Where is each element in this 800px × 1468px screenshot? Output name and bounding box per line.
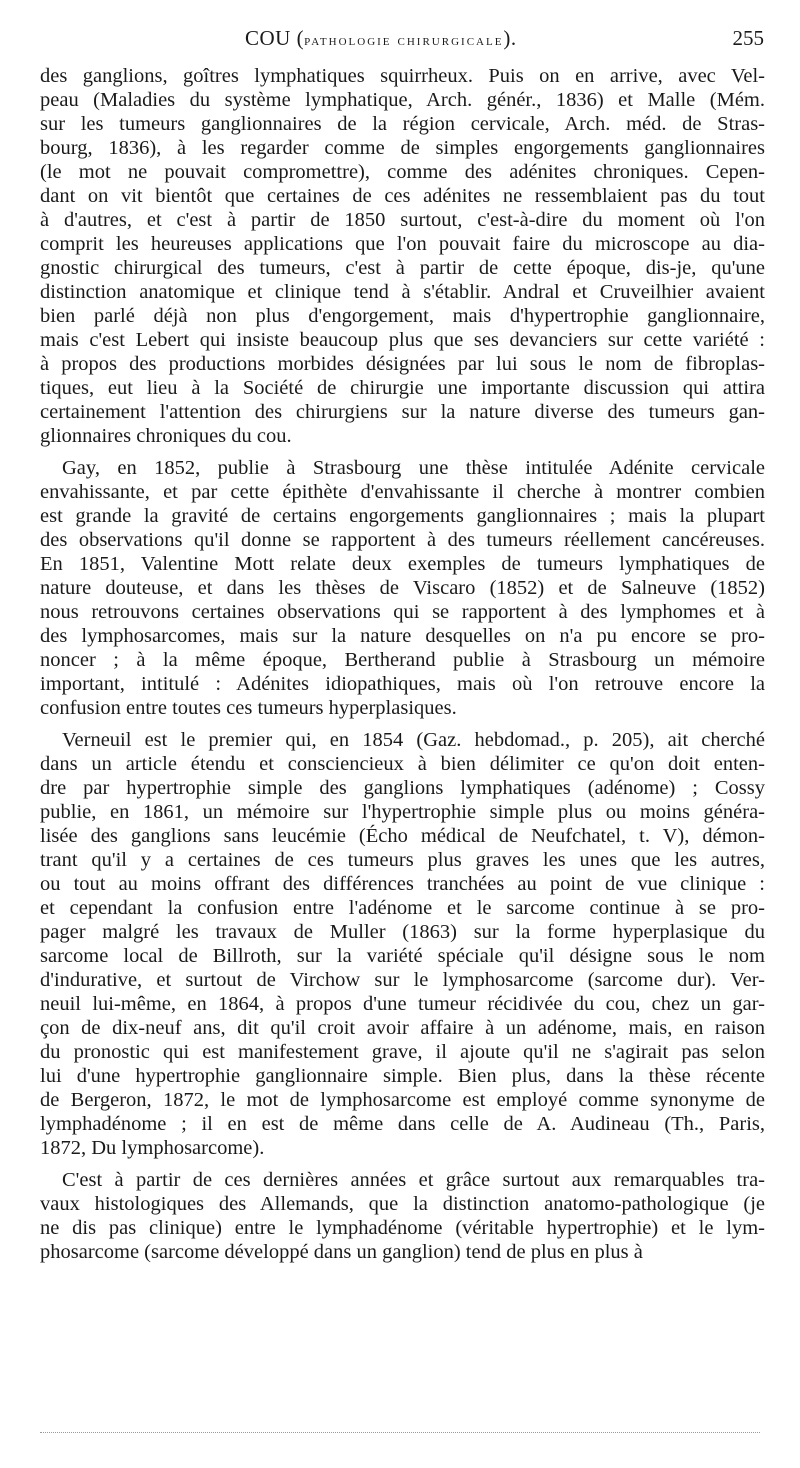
text-line: des ganglions, goîtres lymphatiques squirrheux. Puis on en arrive, avec Vel- [40,65,765,87]
text-line: distinction anatomique et clinique tend à s'établir. Andral et Cruveilhier avaient [40,281,765,303]
text-line: à propos des productions morbides désignées par lui sous le nom de fibroplas- [40,353,765,375]
paragraph [40,456,765,720]
text-line: de Bergeron, 1872, le mot de lymphosarcome est employé comme synonyme de [40,1089,765,1111]
text-line: trant qu'il y a certaines de ces tumeurs plus graves les unes que les autres, [40,849,765,871]
text-line: neuil lui-même, en 1864, à propos d'une tumeur récidivée du cou, chez un gar- [40,993,765,1015]
text-line: nous retrouvons certaines observations qui se rapportent à des lymphomes et à [40,601,765,623]
text-line: çon de dix-neuf ans, dit qu'il croit avoir affaire à un adénome, mais, en raison [40,1017,765,1039]
text-line: bourg, 1836), à les regarder comme de simples engorgements ganglionnaires [40,137,765,159]
paragraph [40,728,765,1160]
text-line: dre par hypertrophie simple des ganglions lymphatiques (adénome) ; Cossy [40,777,765,799]
running-head: COU (pathologie chirurgicale). [245,26,517,50]
text-line: est grande la gravité de certains engorgements ganglionnaires ; mais la plupart [40,505,765,527]
text-line: lisée des ganglions sans leucémie (Écho médical de Neufchatel, t. V), démon- [40,825,765,847]
text-line: publie, en 1861, un mémoire sur l'hypertrophie simple plus ou moins généra- [40,801,765,823]
text-line: phosarcome (sarcome développé dans un ganglion) tend de plus en plus à [40,1241,643,1263]
text-line: des lymphosarcomes, mais sur la nature desquelles on n'a pu encore se pro- [40,625,765,647]
text-line: certainement l'attention des chirurgiens sur la nature diverse des tumeurs gan- [40,401,765,423]
text-line: dans un article étendu et consciencieux à bien délimiter ce qu'on doit enten- [40,753,765,775]
text-line: confusion entre toutes ces tumeurs hyperplasiques. [40,697,457,719]
text-line: et cependant la confusion entre l'adénome et le sarcome continue à se pro- [40,897,765,919]
text-line: important, intitulé : Adénites idiopathiques, mais où l'on retrouve encore la [40,673,765,695]
text-line: noncer ; à la même époque, Bertherand publie à Strasbourg un mémoire [40,649,765,671]
text-line: envahissante, et par cette épithète d'envahissante il cherche à montrer combien [40,481,765,503]
text-line: dant on vit bientôt que certaines de ces adénites ne ressemblaient pas du tout [40,185,765,207]
text-line: tiques, eut lieu à la Société de chirurgie une importante discussion qui attira [40,377,765,399]
text-line: vaux histologiques des Allemands, que la distinction anatomo-pathologique (je [40,1193,765,1215]
text-line: Gay, en 1852, publie à Strasbourg une thèse intitulée Adénite cervicale [62,457,765,479]
text-line: comprit les heureuses applications que l'on pouvait faire du microscope au dia- [40,233,765,255]
text-line: ou tout au moins offrant des différences tranchées au point de vue clinique : [40,873,765,895]
text-line: pager malgré les travaux de Muller (1863) sur la forme hyperplasique du [40,921,765,943]
paragraph [40,64,765,448]
text-line: lui d'une hypertrophie ganglionnaire simple. Bien plus, dans la thèse récente [40,1065,765,1087]
text-line: sarcome local de Billroth, sur la variété spéciale qu'il désigne sous le nom [40,945,765,967]
footer-rule [40,1432,760,1433]
running-head-small-caps: pathologie chirurgicale [304,32,504,49]
text-line: Verneuil est le premier qui, en 1854 (Gaz. hebdomad., p. 205), ait cherché [62,729,765,751]
text-line: (le mot ne pouvait compromettre), comme des adénites chroniques. Cepen- [40,161,765,183]
text-line: ne dis pas clinique) entre le lymphadénome (véritable hypertrophie) et le lym- [40,1217,765,1239]
text-line: du pronostic qui est manifestement grave, il ajoute qu'il ne s'agirait pas selon [40,1041,765,1063]
text-line: d'indurative, et surtout de Virchow sur le lymphosarcome (sarcome dur). Ver- [40,969,765,991]
text-line: des observations qu'il donne se rapportent à des tumeurs réellement cancéreuses. [40,529,765,551]
text-line: En 1851, Valentine Mott relate deux exemples de tumeurs lymphatiques de [40,553,765,575]
text-line: nature douteuse, et dans les thèses de Viscaro (1852) et de Salneuve (1852) [40,577,765,599]
page-header [40,26,764,56]
text-line: 1872, Du lymphosarcome). [40,1137,265,1159]
text-line: peau (Maladies du système lymphatique, Arch. génér., 1836) et Malle (Mém. [40,89,765,111]
paragraph [40,1168,765,1264]
text-line: C'est à partir de ces dernières années et grâce surtout aux remarquables tra- [62,1169,765,1191]
text-line: lymphadénome ; il en est de même dans celle de A. Audineau (Th., Paris, [40,1113,765,1135]
text-line: sur les tumeurs ganglionnaires de la région cervicale, Arch. méd. de Stras- [40,113,765,135]
body-text [40,64,765,1264]
text-line: gnostic chirurgical des tumeurs, c'est à partir de cette époque, dis-je, qu'une [40,257,765,279]
text-line: à d'autres, et c'est à partir de 1850 surtout, c'est-à-dire du moment où l'on [40,209,765,231]
text-line: glionnaires chroniques du cou. [40,425,292,447]
page-number: 255 [732,26,764,50]
text-line: mais c'est Lebert qui insiste beaucoup plus que ses devanciers sur cette variété : [40,329,765,351]
text-line: bien parlé déjà non plus d'engorgement, mais d'hypertrophie ganglionnaire, [40,305,765,327]
